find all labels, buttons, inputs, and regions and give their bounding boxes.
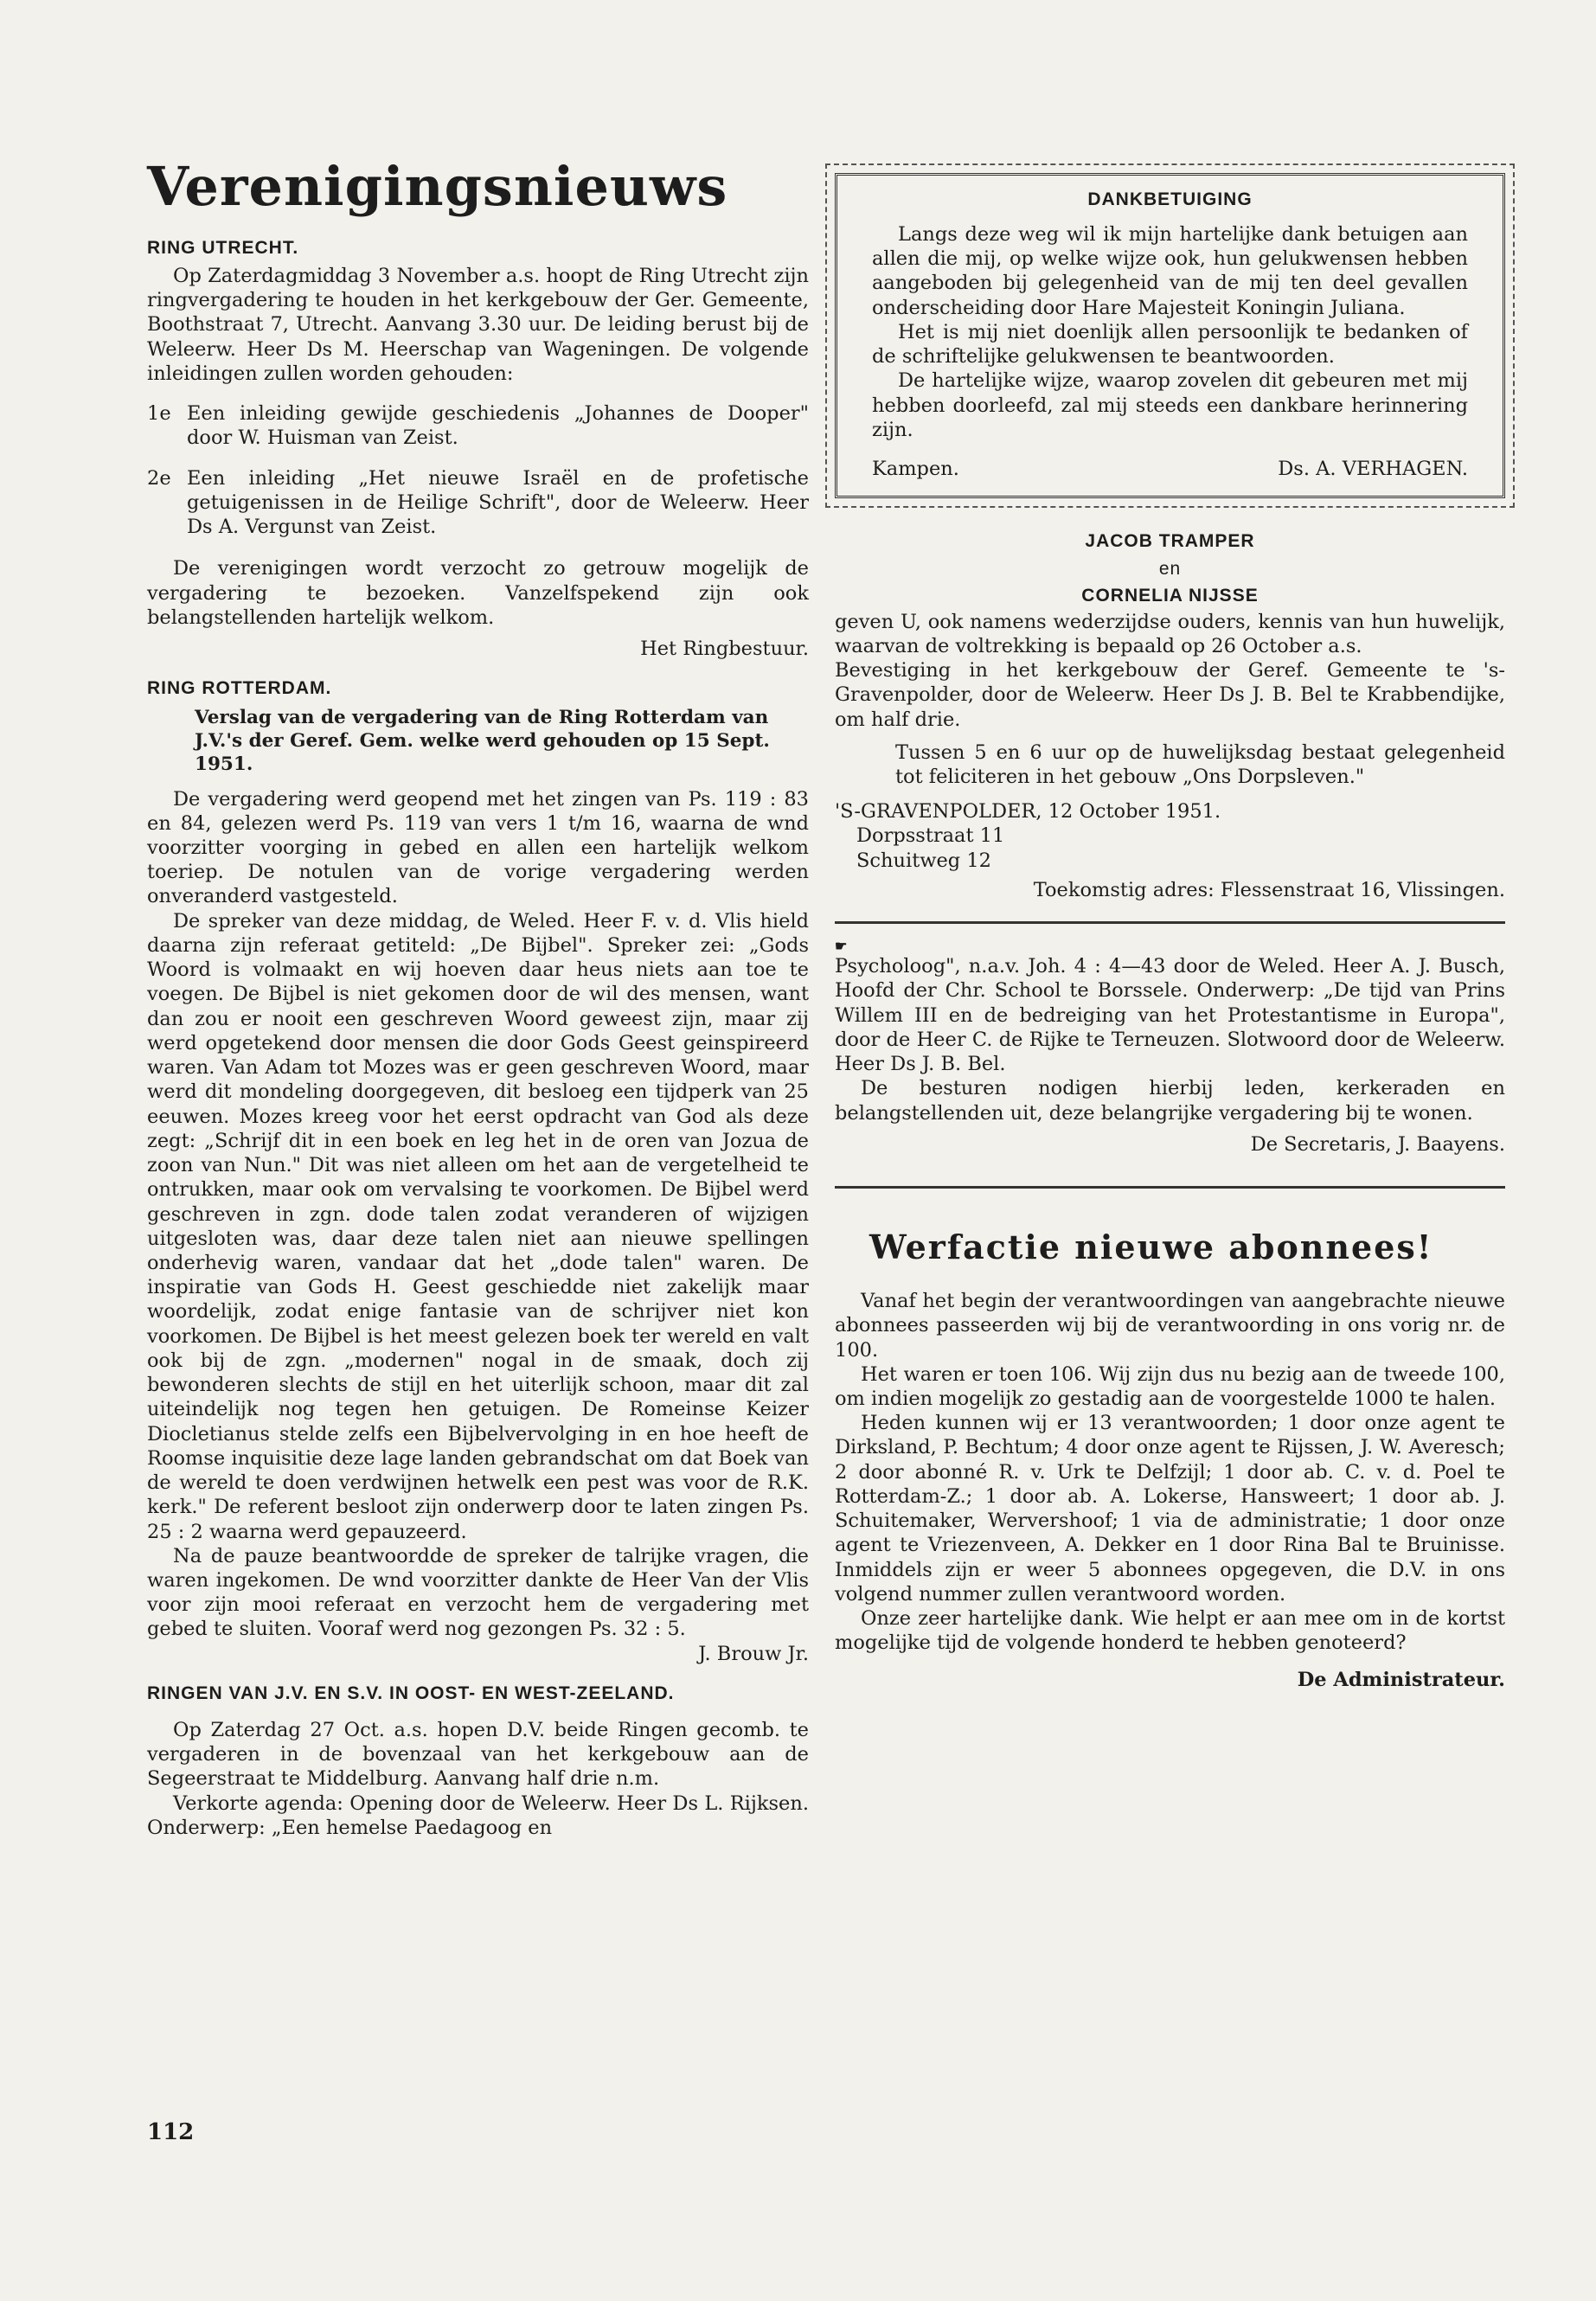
- werfactie-p1: Vanaf het begin der verantwoordingen van aangebrachte nieuwe abonnees passeerden wij bij de verantwoording in ons vorig nr. de 100.: [835, 1290, 1505, 1362]
- ring-rotterdam-heading: RING ROTTERDAM.: [147, 678, 332, 699]
- werfactie-signature: De Administrateur.: [1297, 1668, 1505, 1691]
- page-number: 112: [147, 2119, 195, 2145]
- wedding-name-1: JACOB TRAMPER: [1085, 531, 1255, 552]
- pointing-hand-icon: ☛: [835, 938, 848, 955]
- wedding-future-address: Toekomstig adres: Flessenstraat 16, Vlissingen.: [1033, 878, 1505, 901]
- ring-rotterdam-lead: Verslag van de vergadering van de Ring Rotterdam van J.V.'s der Geref. Gem. welke werd gehouden op 15 Sept. 1951.: [195, 707, 770, 776]
- list-item-text: Een inleiding gewijde geschiedenis „Johannes de Dooper" door W. Huisman van Zeist.: [187, 402, 809, 450]
- wedding-p2: Bevestiging in het kerkgebouw der Geref. Gemeente te 's-Gravenpolder, door de Weleerw. Heer Ds J. B. Bel te Krabbendijke, om half drie.: [835, 659, 1505, 731]
- thanks-box: [835, 173, 1505, 498]
- wedding-name-2: CORNELIA NIJSSE: [1081, 586, 1259, 606]
- thanks-place: Kampen.: [872, 458, 959, 481]
- wedding-dateline: 'S-GRAVENPOLDER, 12 October 1951.: [835, 800, 1221, 824]
- ring-utrecht-closing: De verenigingen wordt verzocht zo getrouw mogelijk de vergadering te bezoeken. Vanzelfspekend zijn ook belangstellenden hartelijk welkom.: [147, 557, 809, 629]
- continuation-p2: De besturen nodigen hierbij leden, kerkeraden en belangstellenden uit, deze belangrijke vergadering bij te wonen.: [835, 1077, 1505, 1125]
- wedding-p3: Tussen 5 en 6 uur op de huwelijksdag bestaat gelegenheid tot feliciteren in het gebouw „Ons Dorpsleven.": [895, 740, 1505, 789]
- werfactie-p4: Onze zeer hartelijke dank. Wie helpt er aan mee om in de kortst mogelijke tijd de volgende honderd te hebben genoteerd?: [835, 1607, 1505, 1655]
- ring-rotterdam-p3-text: Na de pauze beantwoordde de spreker de talrijke vragen, die waren ingekomen. De wnd voorzitter dankte de Heer Van der Vlis voor zijn mooi referaat en verzocht hem de vergadering met gebed te sluiten. Vooraf werd nog gezongen Ps. 32 : 5.: [147, 1544, 809, 1641]
- ring-utrecht-signature: Het Ringbestuur.: [640, 638, 809, 661]
- ringen-heading: RINGEN VAN J.V. EN S.V. IN OOST- EN WEST-ZEELAND.: [147, 1682, 675, 1703]
- ring-rotterdam-p1: De vergadering werd geopend met het zingen van Ps. 119 : 83 en 84, gelezen werd Ps. 119 van vers 1 t/m 16, waarna de wnd voorzitter voorging in gebed en allen een hartelijk welkom toeriep. De notulen van de vorige vergadering werden onveranderd vastgesteld.: [147, 787, 809, 908]
- thanks-p2: Het is mij niet doenlijk allen persoonlijk te bedanken of de schriftelijke gelukwensen te beantwoorden.: [872, 320, 1468, 369]
- ring-rotterdam-p2: De spreker van deze middag, de Weled. Heer F. v. d. Vlis hield daarna zijn referaat getiteld: „De Bijbel". Spreker zei: „Gods Woord is volmaakt en wij hoeven daar heus niets aan toe te voegen. De Bijbel is niet gekomen door de wil des mensen, want dan zou er nooit een geschreven Woord geweest zijn, maar zij werd opgetekend door mensen die door Gods Geest geinspireerd waren. Van Adam tot Mozes was er geen geschreven Woord, maar werd dit mondeling doorgegeven, dit besloeg een tijdperk van 25 eeuwen. Mozes kreeg voor het eerst opdracht van God als deze zegt: „Schrijf dit in een boek en leg het in de oren van Jozua de zoon van Nun." Dit was niet alleen om het aan de vergetelheid te ontrukken, maar ook om vervalsing te voorkomen. De Bijbel werd geschreven in zgn. dode talen zodat veranderen of wijzigen uitgesloten was, daar deze talen niet aan nieuwe spellingen onderhevig waren, vandaar dat het „dode talen" waren. De inspiratie van Gods H. Geest geschiedde niet zakelijk maar woordelijk, zodat enige fantasie van de schrijver niet kon voorkomen. De Bijbel is het meest gelezen boek ter wereld en valt ook bij de zgn. „modernen" nogal in de smaak, doch zij bewonderen slechts de stijl en het uiterlijk schoon, maar dit zal uiteindelijk nog tegen hen getuigen. De Romeinse Keizer Diocletianus stelde zelfs een Bijbelvervolging in en hoe heeft de Roomse inquisitie deze lage landen gebrandschat om dat Boek van de wereld te doen verdwijnen hetwelk een pest was voor de R.K. kerk." De referent besloot zijn onderwerp door te laten zingen Ps. 25 : 2 waarna werd gepauzeerd.: [147, 909, 809, 1543]
- wedding-and: en: [1158, 558, 1182, 579]
- list-item-text: Een inleiding „Het nieuwe Israël en de profetische getuigenissen in de Heilige Schrift", door de Weleerw. Heer Ds A. Vergunst van Zeist.: [187, 466, 809, 539]
- list-item-number: 2e: [147, 466, 171, 490]
- list-item: [147, 401, 809, 450]
- werfactie-p2: Het waren er toen 106. Wij zijn dus nu bezig aan de tweede 100, om indien mogelijk zo gestadig aan de voorgestelde 1000 te halen.: [835, 1362, 1505, 1410]
- ring-rotterdam-signature: J. Brouw Jr.: [698, 1642, 809, 1665]
- werfactie-heading: Werfactie nieuwe abonnees!: [869, 1227, 1433, 1267]
- continuation-p1: Psycholoog", n.a.v. Joh. 4 : 4—43 door de Weled. Heer A. J. Busch, Hoofd der Chr. School te Borssele. Onderwerp: „De tijd van Prins Willem III en de bedreiging van het Protestantisme in Europa", door de Heer C. de Rijke te Terneuzen. Slotwoord door de Weleerw. Heer Ds J. B. Bel.: [835, 955, 1505, 1076]
- wedding-names: [835, 528, 1505, 610]
- werfactie-p3: Heden kunnen wij er 13 verantwoorden; 1 door onze agent te Dirksland, P. Bechtum; 4 door onze agent te Rijssen, J. W. Averesch; 2 door abonné R. v. Urk te Delfzijl; 1 door ab. C. v. d. Poel te Rotterdam-Z.; 1 door ab. A. Lokerse, Hansweert; 1 door ab. J. Schuitemaker, Wervershoof; 1 via de administratie; 1 door onze agent te Vriezenveen, A. Dekker en 1 door Rina Bal te Bruinisse. Inmiddels zijn er weer 5 abonnees opgegeven, die D.V. in ons volgend nummer zullen verantwoord worden.: [835, 1412, 1505, 1606]
- ring-rotterdam-p3: [147, 1544, 809, 1642]
- divider: [835, 1186, 1505, 1189]
- divider: [835, 921, 1505, 924]
- wedding-p1: geven U, ook namens wederzijdse ouders, kennis van hun huwelijk, waarvan de voltrekking is bepaald op 26 October a.s.: [835, 610, 1505, 657]
- thanks-signature: Ds. A. VERHAGEN.: [1278, 458, 1468, 481]
- continuation-signature: De Secretaris, J. Baayens.: [1250, 1132, 1505, 1156]
- thanks-p3: De hartelijke wijze, waarop zovelen dit gebeuren met mij hebben doorleefd, zal mij steeds een dankbare herinnering zijn.: [872, 369, 1468, 441]
- ring-utrecht-intro: Op Zaterdagmiddag 3 November a.s. hoopt de Ring Utrecht zijn ringvergadering te houden in het kerkgebouw der Ger. Gemeente, Boothstraat 7, Utrecht. Aanvang 3.30 uur. De leiding berust bij de Weleerw. Heer Ds M. Heerschap van Wageningen. De volgende inleidingen zullen worden gehouden:: [147, 265, 809, 385]
- wedding-address-1: Dorpsstraat 11: [856, 824, 1005, 848]
- list-item-number: 1e: [147, 402, 171, 426]
- ringen-p1: Op Zaterdag 27 Oct. a.s. hopen D.V. beide Ringen gecomb. te vergaderen in de bovenzaal van het kerkgebouw aan de Segeerstraat te Middelburg. Aanvang half drie n.m.: [147, 1718, 809, 1791]
- list-item: [147, 466, 809, 540]
- thanks-signature-row: [872, 458, 1468, 480]
- wedding-address-2: Schuitweg 12: [856, 849, 991, 872]
- masthead-title: Verenigingsnieuws: [147, 155, 728, 218]
- thanks-p1: Langs deze weg wil ik mijn hartelijke dank betuigen aan allen die mij, op welke wijze ook, hun gelukwensen hebben aangeboden bij gelegenheid van de mij ten deel gevallen onderscheiding door Hare Majesteit Koningin Juliana.: [872, 223, 1468, 319]
- ring-utrecht-heading: RING UTRECHT.: [147, 238, 299, 258]
- right-column: [835, 160, 1505, 1692]
- thanks-title: DANKBETUIGING: [1087, 189, 1253, 209]
- left-column: [147, 155, 809, 1840]
- ringen-p2: Verkorte agenda: Opening door de Weleerw. Heer Ds L. Rijksen. Onderwerp: „Een hemelse Paedagoog en: [147, 1791, 809, 1839]
